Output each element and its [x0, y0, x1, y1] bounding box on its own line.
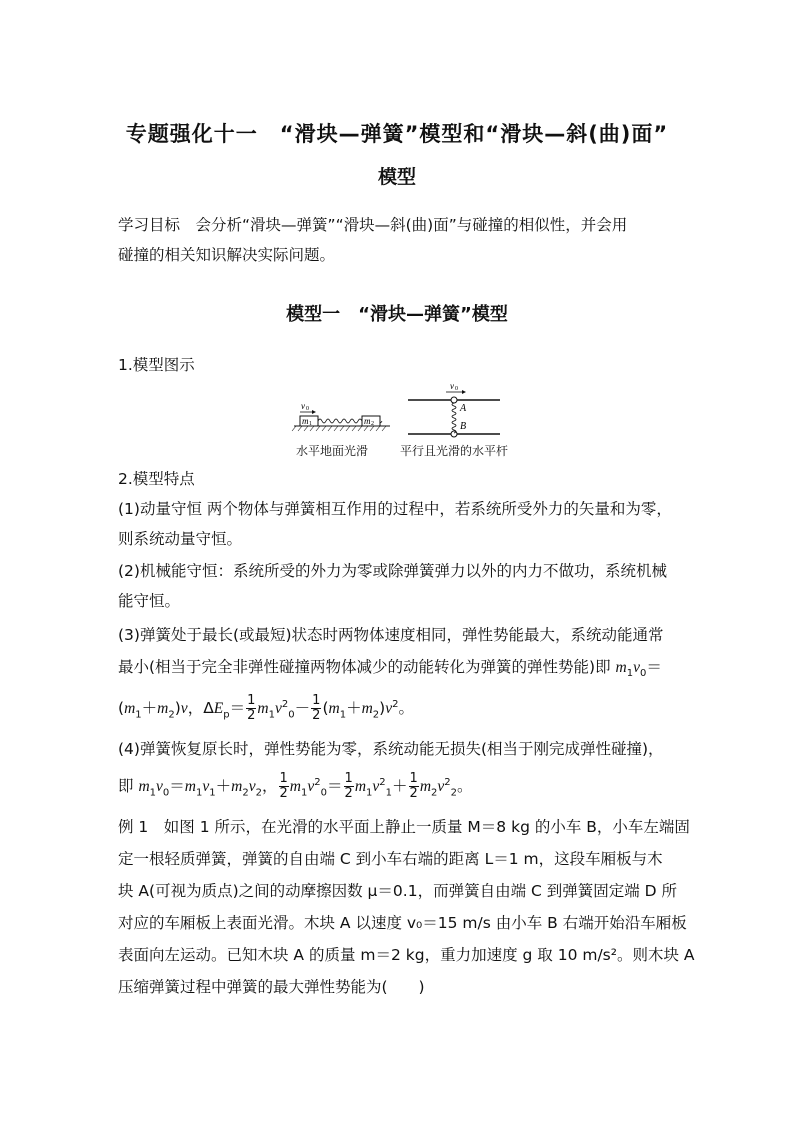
objective-text-1: 会分析“滑块—弹簧”“滑块—斜(曲)面”与碰撞的相似性，并会用	[195, 216, 628, 234]
feature-4-line-1: (4)弹簧恢复原长时，弹性势能为零，系统动能无损失(相当于刚完成弹性碰撞)，	[118, 740, 664, 758]
feature-1-line-2: 则系统动量守恒。	[118, 530, 243, 548]
v0-label-left: v	[301, 401, 305, 411]
feature-3-equation: $(m_1+m_2)v$，$\Delta E_p=$ $\frac{1}{2}$ $m_1v^2_0-$ $\frac{1}{2}$ $(m_1+m_2)v^2$。	[118, 693, 415, 724]
svg-text:2: 2	[371, 421, 374, 427]
caption-right: 平行且光滑的水平杆	[400, 444, 509, 458]
model-diagram-svg	[290, 380, 530, 440]
feature-3-line-2: 最小(相当于完全非弹性碰撞两物体减少的动能转化为弹簧的弹性势能)即 $m_1v_0=$	[118, 658, 662, 680]
example-line-5: 表面向左运动。已知木块 A 的质量 m＝2 kg，重力加速度 g 取 10 m/s²。则木块 A	[118, 946, 695, 964]
feature-3-line-1: (3)弹簧处于最长(或最短)状态时两物体速度相同，弹性势能最大，系统动能通常	[118, 626, 664, 644]
example-line-2: 定一根轻质弹簧，弹簧的自由端 C 到小车右端的距离 L＝1 m，这段车厢板与木	[118, 850, 663, 868]
feature-4-equation: 即 $m_1v_0=m_1v_1+m_2v_2$， $\frac{1}{2}$ $m_1v^2_0=$ $\frac{1}{2}$ $m_1v^2_1+$ $\frac{1}{2}$ $m_2v^2_2$。	[118, 771, 473, 802]
feature-2-line-2: 能守恒。	[118, 592, 181, 610]
svg-text:1: 1	[309, 421, 312, 427]
page-title-continued: 模型	[377, 166, 416, 188]
spring-vertical	[452, 403, 456, 433]
subheading-model-diagram: 1.模型图示	[118, 356, 195, 374]
section-title: 模型一 “滑块—弹簧”模型	[286, 304, 508, 325]
example-line-3: 块 A(可视为质点)之间的动摩擦因数 μ＝0.1，而弹簧自由端 C 到弹簧固定端 D 所	[118, 882, 678, 900]
caption-left: 水平地面光滑	[296, 444, 369, 458]
objective-label: 学习目标	[118, 216, 181, 234]
objective-line-2: 碰撞的相关知识解决实际问题。	[118, 246, 336, 264]
example-line-1: 例 1 如图 1 所示，在光滑的水平面上静止一质量 M＝8 kg 的小车 B，小车左端固	[118, 818, 690, 836]
feature-2-line-1: (2)机械能守恒：系统所受的外力为零或除弹簧弹力以外的内力不做功，系统机械	[118, 562, 667, 580]
objective-line-1	[118, 210, 676, 240]
label-b: B	[460, 421, 467, 432]
m1-label: m	[302, 416, 309, 426]
subheading-model-features: 2.模型特点	[118, 470, 195, 488]
label-a: A	[460, 403, 467, 414]
model-figure	[290, 380, 530, 460]
svg-text:0: 0	[455, 386, 458, 392]
example-line-4: 对应的车厢板上表面光滑。木块 A 以速度 v₀＝15 m/s 由小车 B 右端开始沿车厢板	[118, 914, 687, 932]
v0-label-right: v	[450, 381, 454, 391]
feature-1-line-1: (1)动量守恒 两个物体与弹簧相互作用的过程中，若系统所受外力的矢量和为零，	[118, 500, 672, 518]
example-line-6: 压缩弹簧过程中弹簧的最大弹性势能为( )	[118, 978, 425, 996]
svg-text:0: 0	[306, 406, 309, 412]
page-title: 专题强化十一 “滑块—弹簧”模型和“滑块—斜(曲)面”	[125, 122, 669, 146]
m2-label: m	[364, 416, 371, 426]
